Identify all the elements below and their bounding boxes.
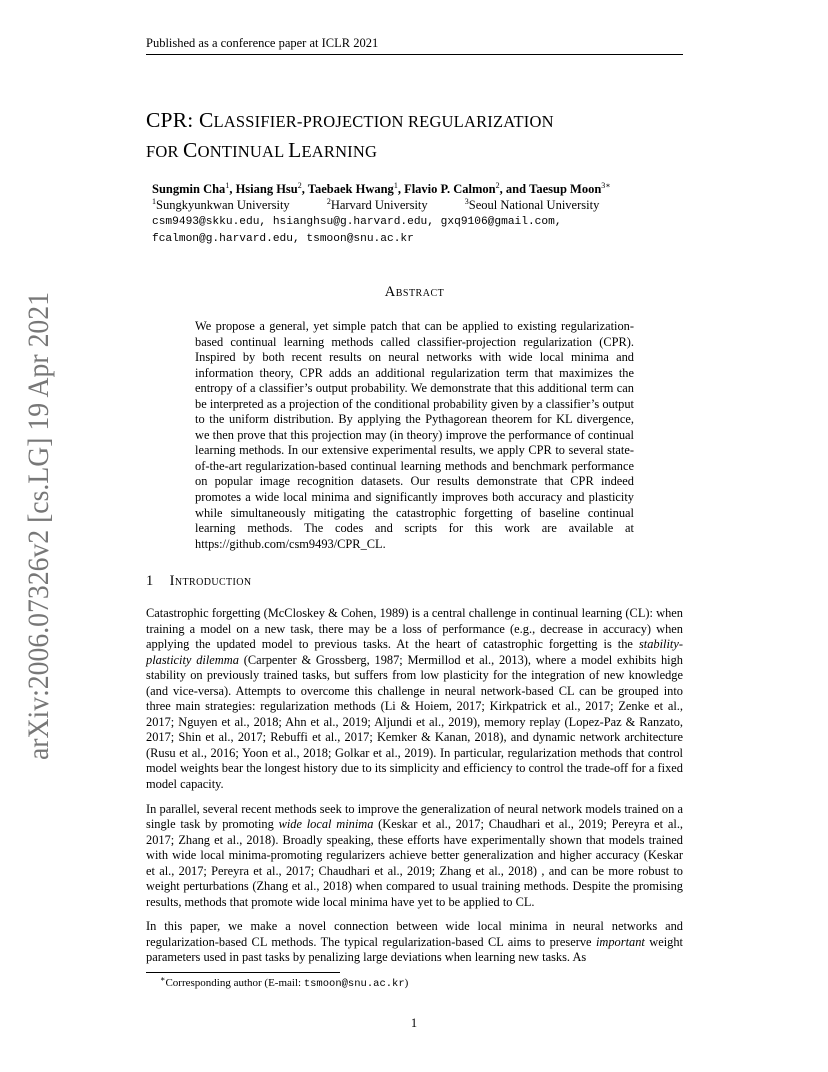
section-number: 1 <box>146 573 154 589</box>
footnote-rule <box>146 972 340 973</box>
page-number: 1 <box>410 1016 418 1030</box>
title-line-2: FOR CONTINUAL LEARNING <box>146 138 378 162</box>
author-name: Taebaek Hwang <box>307 182 394 196</box>
email-line[interactable]: csm9493@skku.edu, hsianghsu@g.harvard.edu, gxq9106@gmail.com, <box>152 216 562 228</box>
affiliation: $^2$Harvard University <box>326 196 428 212</box>
paragraph: In this paper, we make a novel connection between wide local minima in neural networks and regularization-based CL methods. The typical regularization-based CL aims to preserve important weight parameters used in past tasks by penalizing large deviations when learning new tasks. As <box>146 919 683 965</box>
affiliation: $^3$Seoul National University <box>464 196 600 212</box>
paper-title <box>146 106 706 166</box>
header-rule <box>146 54 683 55</box>
running-head: Published as a conference paper at ICLR 2021 <box>146 36 379 50</box>
author-name: Hsiang Hsu <box>235 182 298 196</box>
abstract-text: We propose a general, yet simple patch that can be applied to existing regularization-based continual learning methods called classifier-projection regularization (CPR). Inspired by both recent results on neural networks with wide local minima and information theory, CPR adds an additional regularization term that maximizes the entropy of a classifier’s output probability. We demonstrate that this additional term can be interpreted as a projection of the conditional probability given by a classifier’s output to the uniform distribution. By applying the Pythagorean theorem for KL divergence, we then prove that this projection may (in theory) improve the performance of continual learning methods. In our extensive experimental results, we apply CPR to several state-of-the-art regularization-based continual learning methods and benchmark performance on popular image recognition datasets. Our results demonstrate that CPR indeed promotes a wide local minima and significantly improves both accuracy and plasticity while simultaneously mitigating the catastrophic forgetting of baseline continual learning methods. The codes and scripts for this work are available at https://github.com/csm9493/CPR_CL. <box>195 319 634 551</box>
body-text <box>146 606 683 975</box>
section-title: Introduction <box>169 573 252 589</box>
author-name: Sungmin Cha <box>152 182 226 196</box>
footnote: ∗Corresponding author (E-mail: tsmoon@snu.ac.kr) <box>160 974 409 990</box>
author-list: Sungmin Cha$^1$, Hsiang Hsu$^2$, Taebaek Hwang$^1$, Flavio P. Calmon$^2$, and Taesup Moon$^{3∗}$ <box>152 180 611 196</box>
arxiv-identifier[interactable] <box>22 253 55 760</box>
paragraph: In parallel, several recent methods seek to improve the generalization of neural network models trained on a single task by promoting wide local minima (Keskar et al., 2017; Chaudhari et al., 2019; Pereyra et al., 2017; Zhang et al., 2018). Broadly speaking, these efforts have experimentally shown that models trained with wide local minima-promoting regularizers achieve better generalization and higher accuracy (Keskar et al., 2017; Pereyra et al., 2017; Chaudhari et al., 2019; Zhang et al., 2018) , and can be more robust to weight perturbations (Zhang et al., 2018) when compared to usual training methods. Despite the promising results, methods that promote wide local minima have yet to be applied to CL. <box>146 801 684 909</box>
author-name: Flavio P. Calmon <box>404 182 496 196</box>
author-and: and <box>505 182 527 196</box>
author-emails <box>152 214 682 248</box>
footnote-email[interactable]: tsmoon@snu.ac.kr <box>303 978 405 990</box>
email-line[interactable]: fcalmon@g.harvard.edu, tsmoon@snu.ac.kr <box>152 233 414 245</box>
affiliations <box>152 198 633 213</box>
arxiv-id-text: arXiv:2006.07326v2 [cs.LG] 19 Apr 2021 <box>22 253 55 760</box>
affiliation: $^1$Sungkyunkwan University <box>152 196 290 212</box>
section-heading <box>146 573 252 590</box>
abstract-heading: Abstract <box>384 284 445 300</box>
title-line-1: CPR: CLASSIFIER-PROJECTION REGULARIZATION <box>146 108 554 132</box>
author-name: Taesup Moon <box>529 182 602 196</box>
paragraph: Catastrophic forgetting (McCloskey & Cohen, 1989) is a central challenge in continual learning (CL): when training a model on a new task, there may be a loss of performance (e.g., decrease in accuracy) when applying the updated model to previous tasks. At the heart of catastrophic forgetting is the stability-plasticity dilemma (Carpenter & Grossberg, 1987; Mermillod et al., 2013), where a model exhibits high stability on previously trained tasks, but suffers from low plasticity for the integration of new knowledge (and vice-versa). Attempts to overcome this challenge in neural network-based CL can be grouped into three main strategies: regularization methods (Li & Hoiem, 2017; Kirkpatrick et al., 2017; Zenke et al., 2017; Nguyen et al., 2018; Ahn et al., 2019; Aljundi et al., 2019), memory replay (Lopez-Paz & Ranzato, 2017; Shin et al., 2017; Rebuffi et al., 2017; Kemker & Kanan, 2018), and dynamic network architecture (Rusu et al., 2016; Yoon et al., 2018; Golkar et al., 2019). In particular, regularization methods that control model weights bear the longest history due to its simplicity and efficiency to control the trade-off for a fixed model capacity. <box>146 606 683 792</box>
